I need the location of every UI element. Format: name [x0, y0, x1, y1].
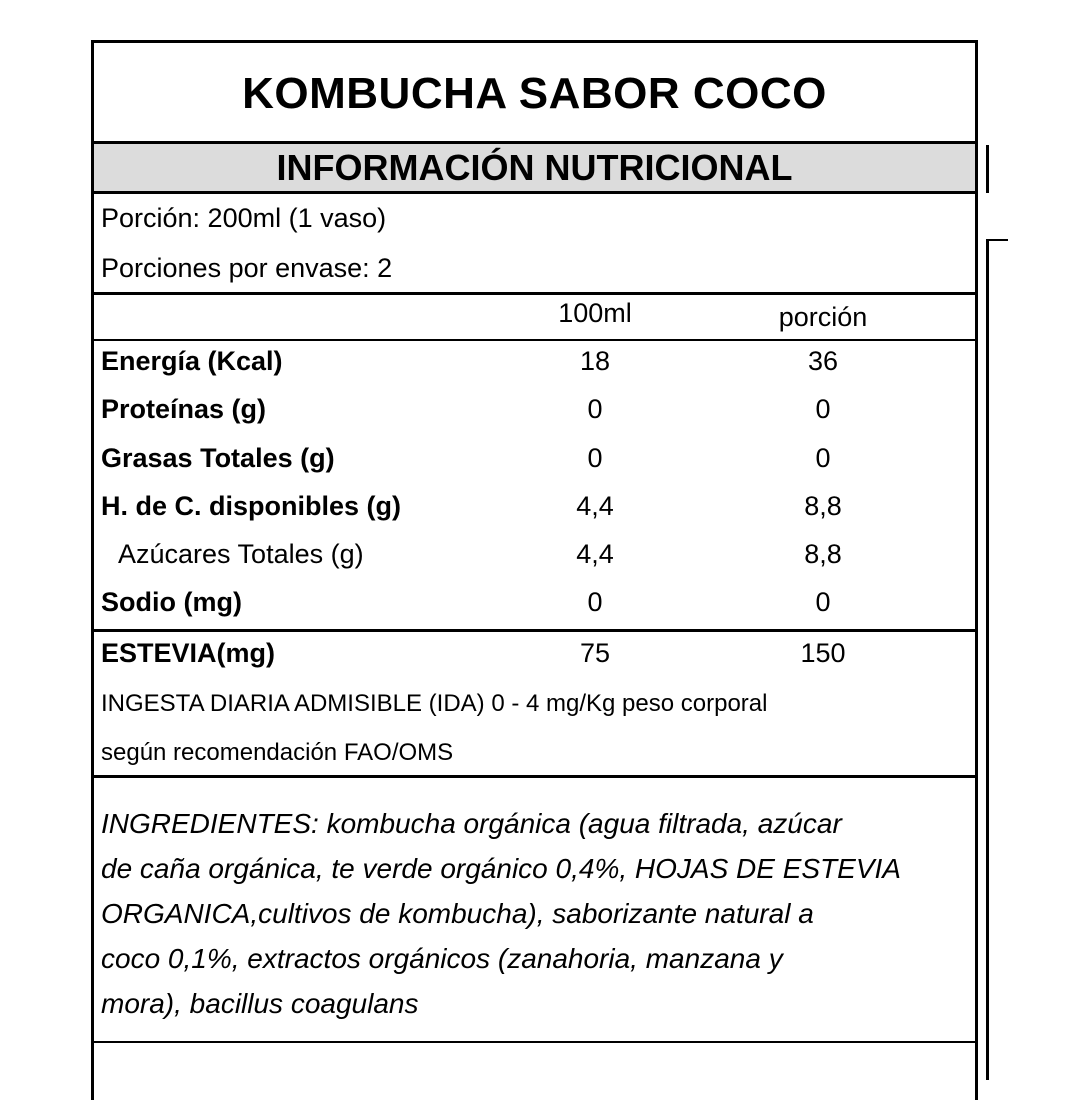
nutrient-name: Sodio (mg) — [101, 587, 242, 617]
adjacent-label-edge-lower — [986, 239, 989, 1080]
adjacent-label-tick — [986, 239, 1008, 241]
product-title: KOMBUCHA SABOR COCO — [94, 43, 975, 144]
nutrient-name: Energía (Kcal) — [101, 346, 283, 376]
divider-stevia — [94, 629, 975, 632]
nutrient-value-100ml: 4,4 — [576, 539, 614, 569]
nutrient-value-portion: 8,8 — [804, 539, 842, 569]
nutrient-name: Grasas Totales (g) — [101, 443, 335, 473]
divider-serving — [94, 292, 975, 295]
nutrient-row-energy — [94, 346, 975, 390]
portion-size: Porción: 200ml (1 vaso) — [101, 203, 387, 233]
nutrient-value-portion: 36 — [807, 346, 839, 376]
stevia-name: ESTEVIA(mg) — [101, 638, 276, 668]
portions-per-package: Porciones por envase: 2 — [101, 253, 393, 283]
nutrient-row-carbohydrates — [94, 491, 975, 535]
ingredients-text — [101, 801, 981, 1026]
column-header-100ml: 100ml — [558, 298, 632, 328]
nutrient-row-protein — [94, 394, 975, 438]
nutrient-name: H. de C. disponibles (g) — [101, 491, 402, 521]
nutrition-label — [91, 40, 978, 1100]
stevia-value-portion: 150 — [800, 638, 846, 668]
nutrient-row-sugars — [94, 539, 975, 583]
ingredients-line: mora), bacillus coagulans — [101, 988, 419, 1019]
ingredients-line: INGREDIENTES: kombucha orgánica (agua filtrada, azúcar — [101, 808, 842, 839]
stevia-ida-note: INGESTA DIARIA ADMISIBLE (IDA) 0 - 4 mg/Kg peso corporal — [101, 690, 768, 717]
ingredients-line: ORGANICA,cultivos de kombucha), saborizante natural a — [101, 898, 814, 929]
nutrient-value-100ml: 0 — [587, 587, 603, 617]
nutrient-name: Proteínas (g) — [101, 394, 267, 424]
stevia-value-100ml: 75 — [579, 638, 611, 668]
stevia-row — [94, 638, 975, 682]
nutrient-value-portion: 0 — [815, 443, 831, 473]
nutrient-value-portion: 0 — [815, 394, 831, 424]
nutrient-value-100ml: 0 — [587, 394, 603, 424]
nutrient-value-portion: 8,8 — [804, 491, 842, 521]
nutrient-row-fat — [94, 443, 975, 487]
adjacent-label-edge — [986, 145, 989, 193]
column-header-portion: porción — [778, 302, 868, 332]
divider-ingredients — [94, 775, 975, 778]
divider-header — [94, 339, 975, 341]
ingredients-line: coco 0,1%, extractos orgánicos (zanahoria, manzana y — [101, 943, 783, 974]
nutrient-value-100ml: 4,4 — [576, 491, 614, 521]
nutrient-value-100ml: 18 — [579, 346, 611, 376]
nutrient-value-portion: 0 — [815, 587, 831, 617]
nutrient-value-100ml: 0 — [587, 443, 603, 473]
nutrient-row-sodium — [94, 587, 975, 631]
stevia-fao-note: según recomendación FAO/OMS — [101, 739, 454, 766]
divider-bottom — [94, 1041, 975, 1043]
ingredients-line: de caña orgánica, te verde orgánico 0,4%, HOJAS DE ESTEVIA — [101, 853, 901, 884]
section-title: INFORMACIÓN NUTRICIONAL — [94, 144, 975, 194]
nutrient-name: Azúcares Totales (g) — [118, 539, 364, 569]
